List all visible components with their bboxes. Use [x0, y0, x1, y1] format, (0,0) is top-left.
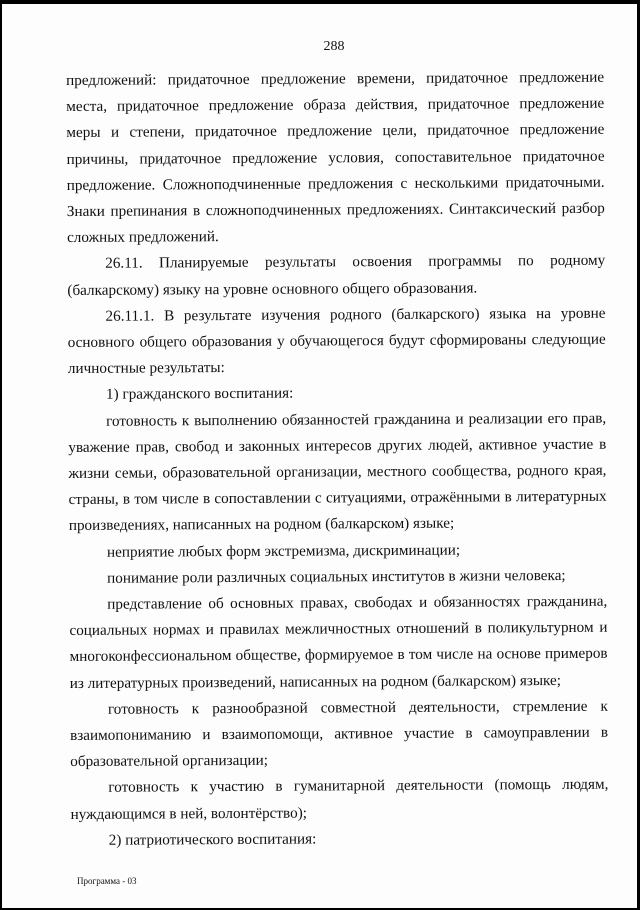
paragraph-heading: 2) патриотического воспитания:	[108, 830, 317, 849]
paragraph: неприятие любых форм экстремизма, дискриминации;	[106, 541, 461, 561]
paragraph: предложений: придаточное предложение времени, придаточное предложение места, придаточное предложение образа действия, придаточное предложение меры и степени, придаточное предложение цели, придаточное предложение причины, придаточное предложение условия, сопоставительное придаточное предложение. Сложноподчиненные предложения с несколькими придаточными. Знаки препинания в сложноподчиненных предложениях. Синтаксический разбор сложных предложений.	[66, 68, 605, 247]
page-number: 288	[323, 39, 345, 54]
scan-border-left	[0, 0, 2, 910]
scan-border-top	[0, 0, 640, 4]
paragraph: 26.11. Планируемые результаты освоения программы по родному (балкарскому) языку на уровне основного общего образования.	[67, 252, 606, 299]
paragraph: 26.11.1. В результате изучения родного (балкарского) языка на уровне основного общего образования у обучающегося будут сформированы следующие личностные результаты:	[67, 304, 606, 378]
paragraph: готовность к участию в гуманитарной деятельности (помощь людям, нуждающимся в ней, волонтёрство);	[70, 776, 609, 823]
paragraph: готовность к разнообразной совместной деятельности, стремление к взаимопониманию и взаимопомощи, активное участие в самоуправлении в образовательной организации;	[70, 697, 609, 771]
paragraph: представление об основных правах, свободах и обязанностях гражданина, социальных нормах и правилах межличностных отношений в поликультурном и многоконфессиональном обществе, формируемое в том числе на основе примеров из литературных произведений, написанных на родном (балкарском) языке;	[69, 592, 608, 692]
paragraph-heading: 1) гражданского воспитания:	[105, 385, 294, 404]
paragraph: понимание роли различных социальных институтов в жизни человека;	[107, 566, 566, 587]
footer-program-code: Программа - 03	[77, 876, 137, 886]
paragraph: готовность к выполнению обязанностей гражданина и реализации его прав, уважение прав, свобод и законных интересов других людей, активное участие в жизни семьи, образовательной организации, местного сообщества, родного края, страны, в том числе в сопоставлении с ситуациями, отражёнными в литературных произведениях, написанных на родном (балкарском) языке;	[68, 409, 607, 535]
body-text	[66, 65, 609, 854]
